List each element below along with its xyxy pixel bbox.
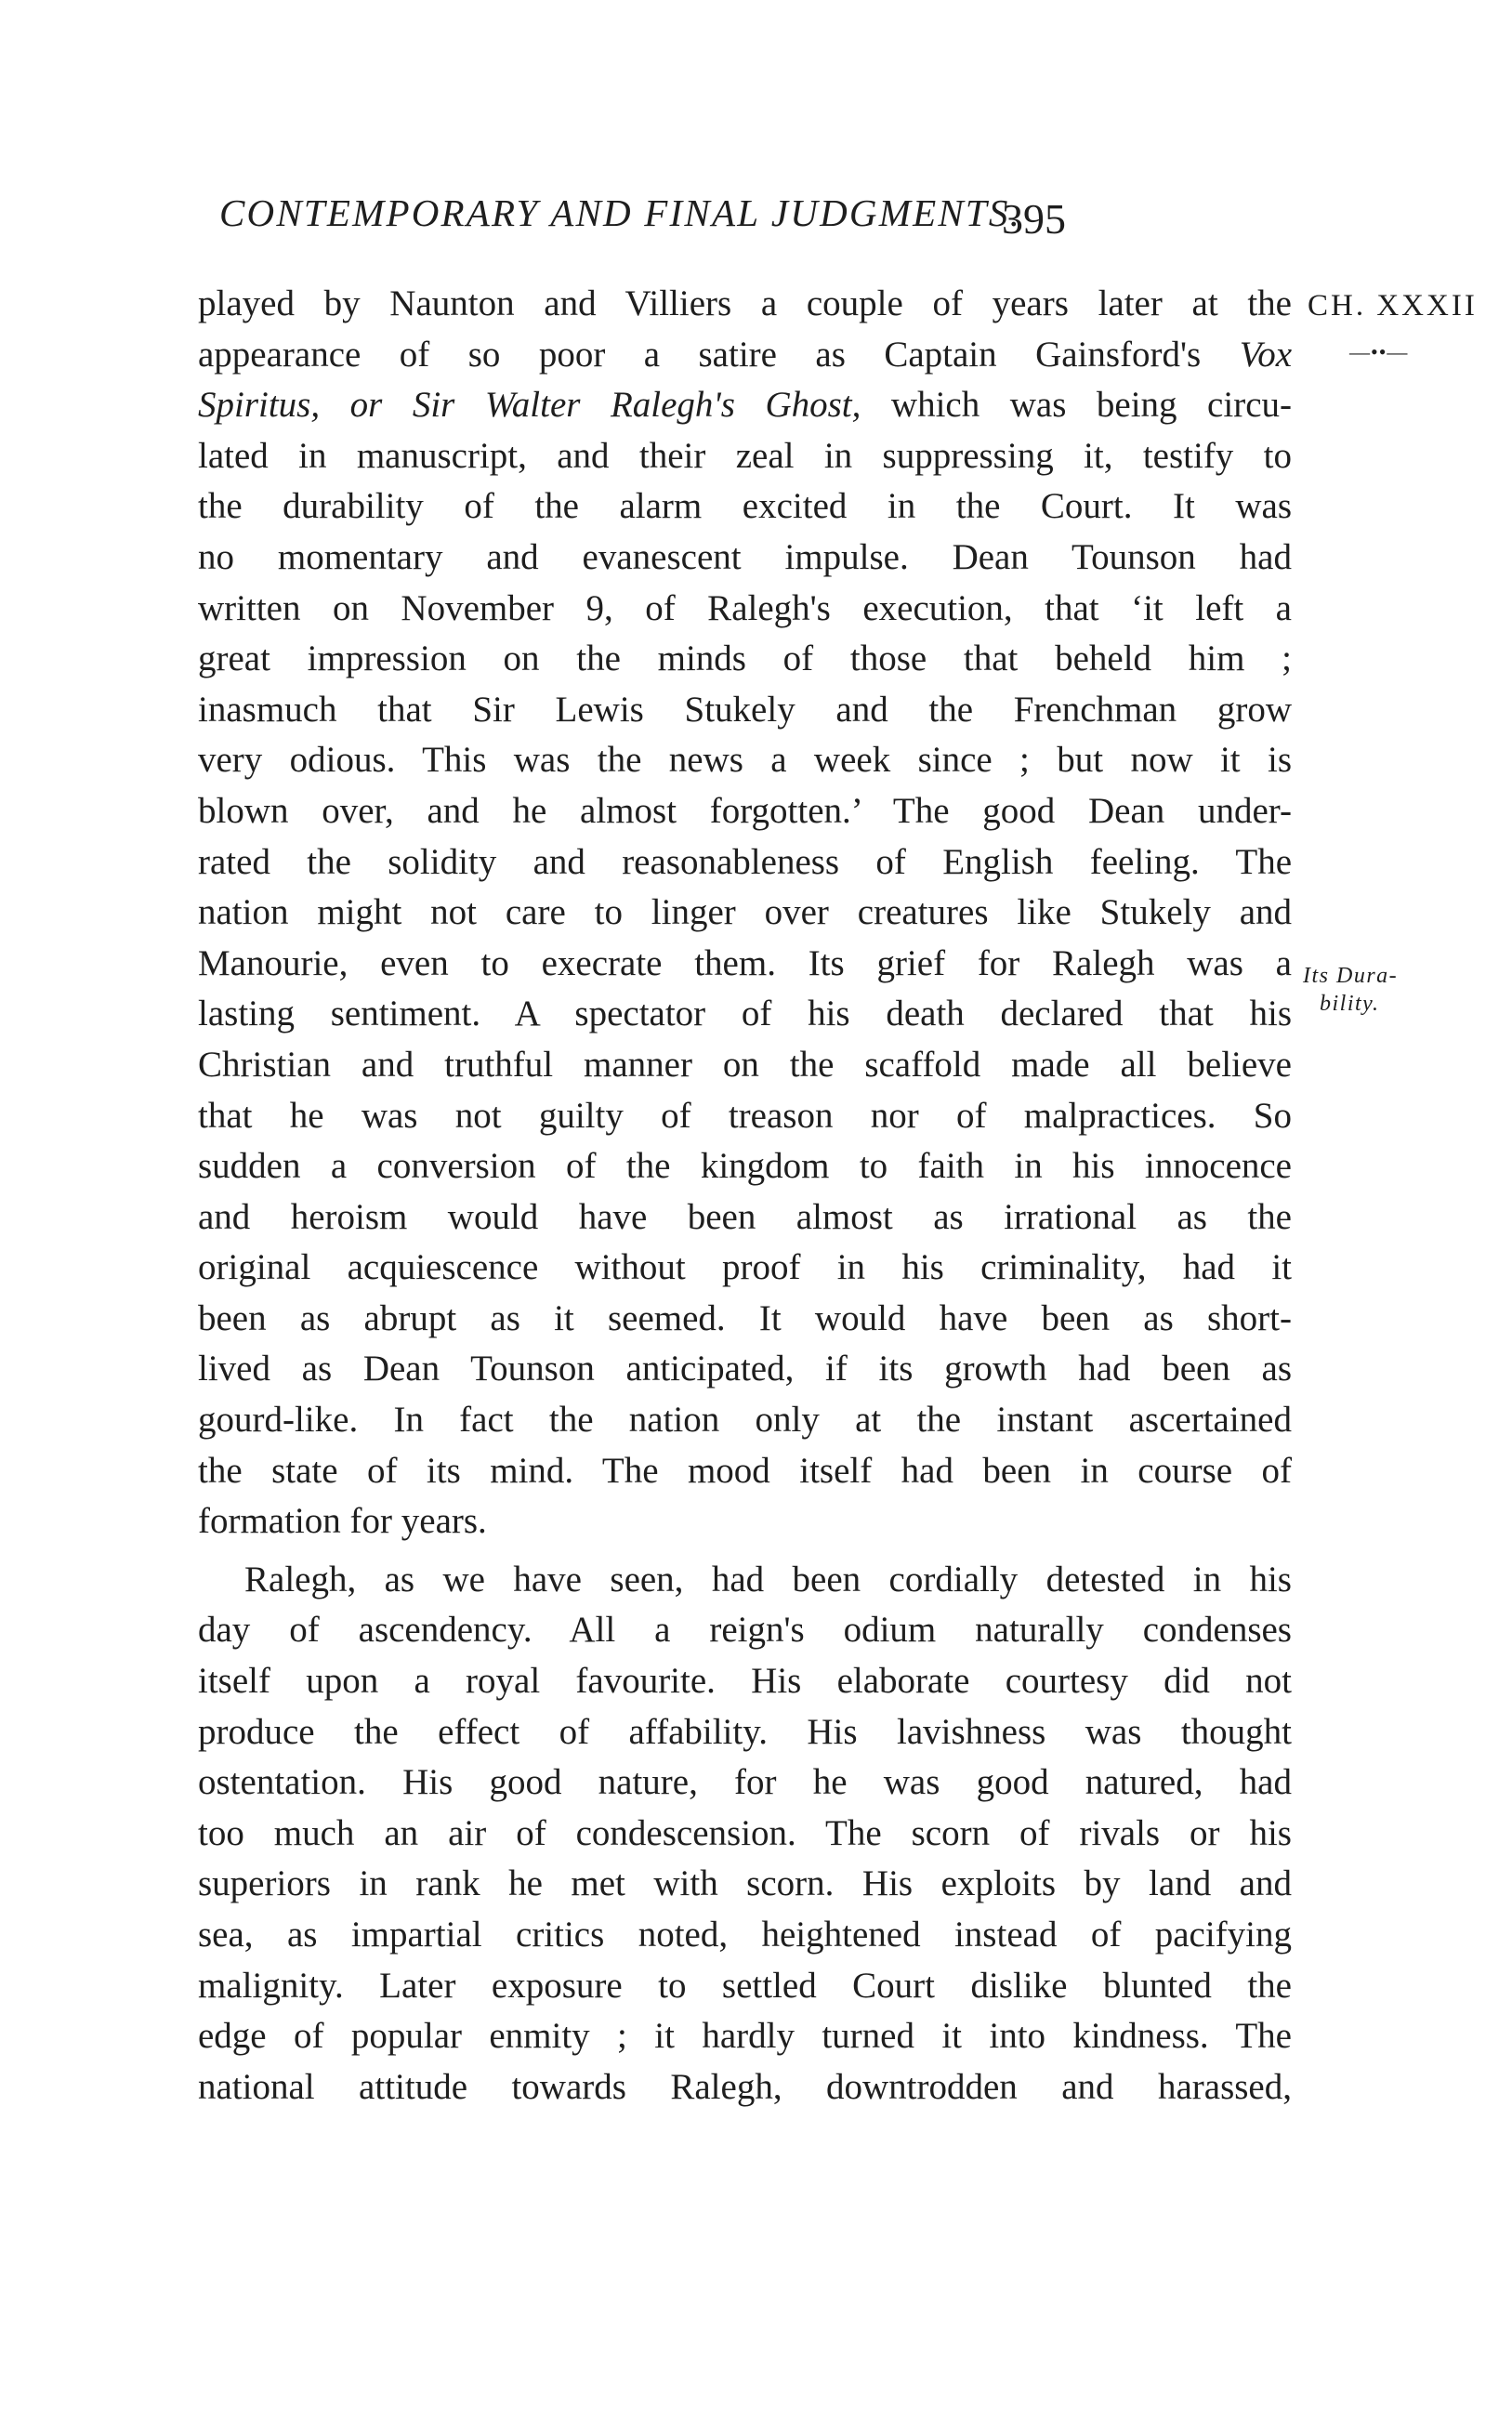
text-line: Spiritus, or Sir Walter Ralegh's Ghost, which was being circu- [198, 385, 1292, 426]
text-line: lasting sentiment. A spectator of his death declared that his [198, 994, 1292, 1034]
page-number: 395 [1002, 195, 1066, 243]
text-line: Christian and truthful manner on the scaffold made all believe [198, 1044, 1292, 1085]
text-line: great impression on the minds of those that beheld him ; [198, 638, 1292, 679]
ornament-icon: —••— [1349, 340, 1409, 363]
text-line: lated in manuscript, and their zeal in suppressing it, testify to [198, 435, 1292, 476]
text-line: appearance of so poor a satire as Captain Gainsford's Vox [198, 334, 1292, 375]
text-line: nation might not care to linger over creatures like Stukely and [198, 892, 1292, 933]
text-line: the state of its mind. The mood itself had been in course of [198, 1450, 1292, 1491]
text-line: malignity. Later exposure to settled Court dislike blunted the [198, 1965, 1292, 2006]
body-text [198, 279, 1292, 2113]
text-line: rated the solidity and reasonableness of English feeling. The [198, 841, 1292, 882]
text-line: gourd-like. In fact the nation only at the instant ascertained [198, 1400, 1292, 1441]
margin-note-line: Its Dura- [1303, 964, 1399, 988]
text-line: itself upon a royal favourite. His elaborate courtesy did not [198, 1661, 1292, 1702]
text-line: Ralegh, as we have seen, had been cordially detested in his [244, 1559, 1292, 1599]
text-line: lived as Dean Tounson anticipated, if its growth had been as [198, 1349, 1292, 1389]
text-line: blown over, and he almost forgotten.’ The good Dean under- [198, 790, 1292, 831]
text-line: that he was not guilty of treason nor of malpractices. So [198, 1095, 1292, 1136]
text-line: played by Naunton and Villiers a couple of years later at the [198, 283, 1292, 323]
text-line: national attitude towards Ralegh, downtrodden and harassed, [198, 2066, 1292, 2107]
text-line: original acquiescence without proof in his criminality, had it [198, 1247, 1292, 1288]
text-line: very odious. This was the news a week since ; but now it is [198, 740, 1292, 781]
text-line: sea, as impartial critics noted, heightened instead of pacifying [198, 1915, 1292, 1955]
text-line: inasmuch that Sir Lewis Stukely and the Frenchman grow [198, 689, 1292, 730]
margin-chapter-label: CH. XXXII [1308, 289, 1478, 323]
text-line: been as abrupt as it seemed. It would have been as short- [198, 1297, 1292, 1338]
text-line: produce the effect of affability. His lavishness was thought [198, 1711, 1292, 1752]
text-line: edge of popular enmity ; it hardly turned it into kindness. The [198, 2016, 1292, 2057]
text-line: day of ascendency. All a reign's odium naturally condenses [198, 1610, 1292, 1651]
text-line: and heroism would have been almost as irrational as the [198, 1196, 1292, 1237]
margin-note-line: bility. [1320, 992, 1380, 1016]
text-line: sudden a conversion of the kingdom to faith in his innocence [198, 1146, 1292, 1187]
page-header [203, 191, 1290, 256]
text-line: the durability of the alarm excited in the Court. It was [198, 486, 1292, 527]
text-line: formation for years. [198, 1501, 487, 1542]
margin-note [1303, 962, 1398, 1018]
text-line: no momentary and evanescent impulse. Dean Tounson had [198, 536, 1292, 577]
text-line: Manourie, even to execrate them. Its grief for Ralegh was a [198, 942, 1292, 983]
text-line: too much an air of condescension. The scorn of rivals or his [198, 1812, 1292, 1853]
text-line: superiors in rank he met with scorn. His exploits by land and [198, 1863, 1292, 1904]
text-line: written on November 9, of Ralegh's execution, that ‘it left a [198, 587, 1292, 628]
running-title: CONTEMPORARY AND FINAL JUDGMENTS. [219, 191, 1022, 234]
text-line: ostentation. His good nature, for he was good natured, had [198, 1762, 1292, 1803]
